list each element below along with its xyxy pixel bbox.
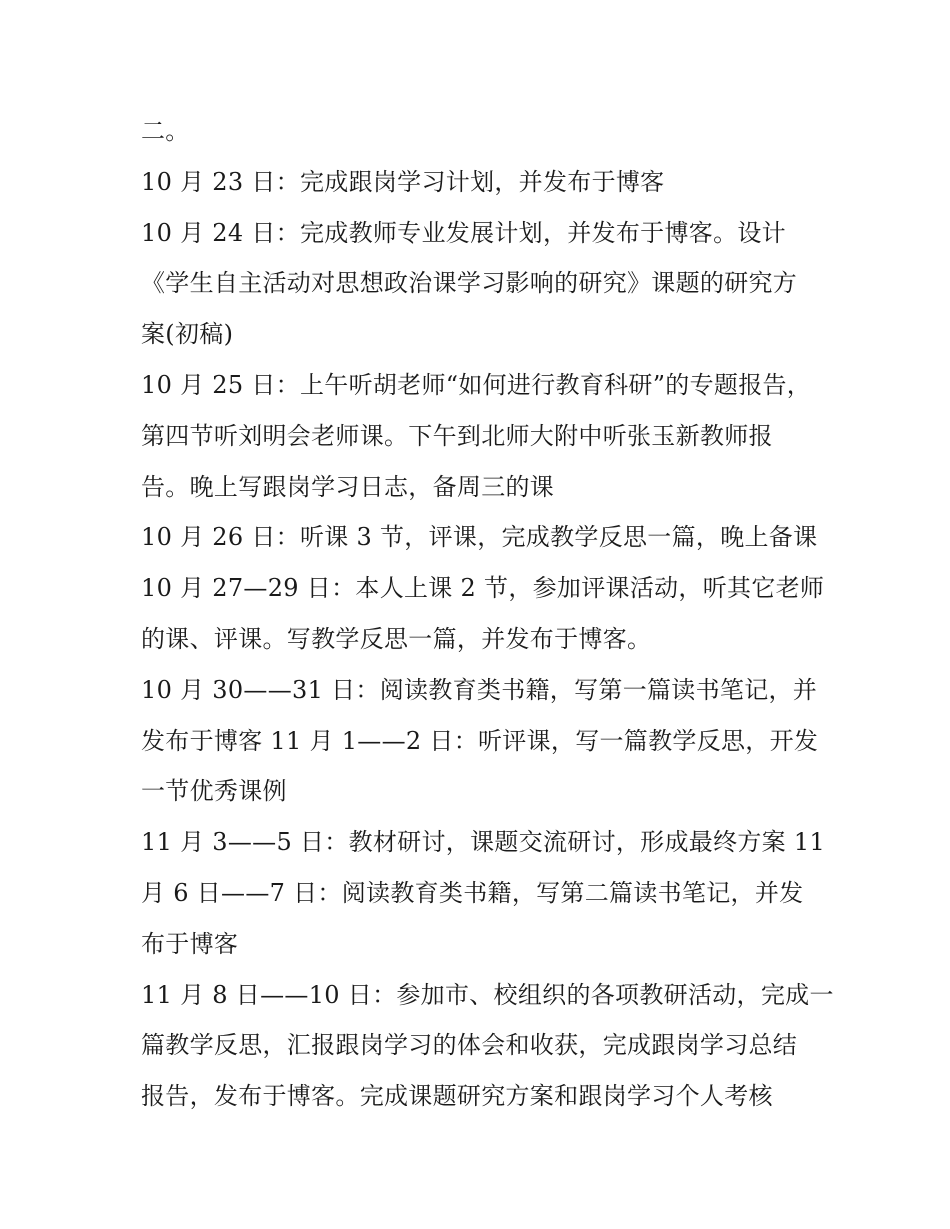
text-line-10: 10 月 27—29 日：本人上课 2 节，参加评课活动，听其它老师 xyxy=(141,574,825,603)
text-line-19: 篇教学反思，汇报跟岗学习的体会和收获，完成跟岗学习总结 xyxy=(141,1031,798,1060)
document-body xyxy=(141,106,834,1122)
text-line-4: 《学生自主活动对思想政治课学习影响的研究》课题的研究方 xyxy=(141,269,798,298)
text-line-3: 10 月 24 日：完成教师专业发展计划，并发布于博客。设计 xyxy=(141,218,786,247)
text-line-17: 布于博客 xyxy=(141,929,239,958)
text-line-6: 10 月 25 日：上午听胡老师“如何进行教育科研”的专题报告， xyxy=(141,370,812,399)
text-line-18: 11 月 8 日——10 日：参加市、校组织的各项教研活动，完成一 xyxy=(141,980,834,1009)
text-line-20: 报告，发布于博客。完成课题研究方案和跟岗学习个人考核 xyxy=(141,1082,773,1111)
text-line-1: 二。 xyxy=(141,117,190,145)
text-line-14: 一节优秀课例 xyxy=(141,777,287,806)
text-line-13: 发布于博客 11 月 1——2 日：听评课，写一篇教学反思，开发 xyxy=(141,726,819,755)
text-line-15: 11 月 3——5 日：教材研讨，课题交流研讨，形成最终方案 11 xyxy=(141,828,826,857)
text-line-9: 10 月 26 日：听课 3 节，评课，完成教学反思一篇，晚上备课 xyxy=(141,523,818,552)
text-line-7: 第四节听刘明会老师课。下午到北师大附中听张玉新教师报 xyxy=(141,421,773,450)
text-line-12: 10 月 30——31 日：阅读教育类书籍，写第一篇读书笔记，并 xyxy=(141,675,818,704)
text-line-8: 告。晚上写跟岗学习日志，备周三的课 xyxy=(141,472,555,501)
text-line-2: 10 月 23 日：完成跟岗学习计划，并发布于博客 xyxy=(141,167,665,196)
text-line-11: 的课、评课。写教学反思一篇，并发布于博客。 xyxy=(141,624,652,653)
text-line-16: 月 6 日——7 日：阅读教育类书籍，写第二篇读书笔记，并发 xyxy=(141,878,804,907)
text-line-5: 案(初稿) xyxy=(141,320,234,349)
